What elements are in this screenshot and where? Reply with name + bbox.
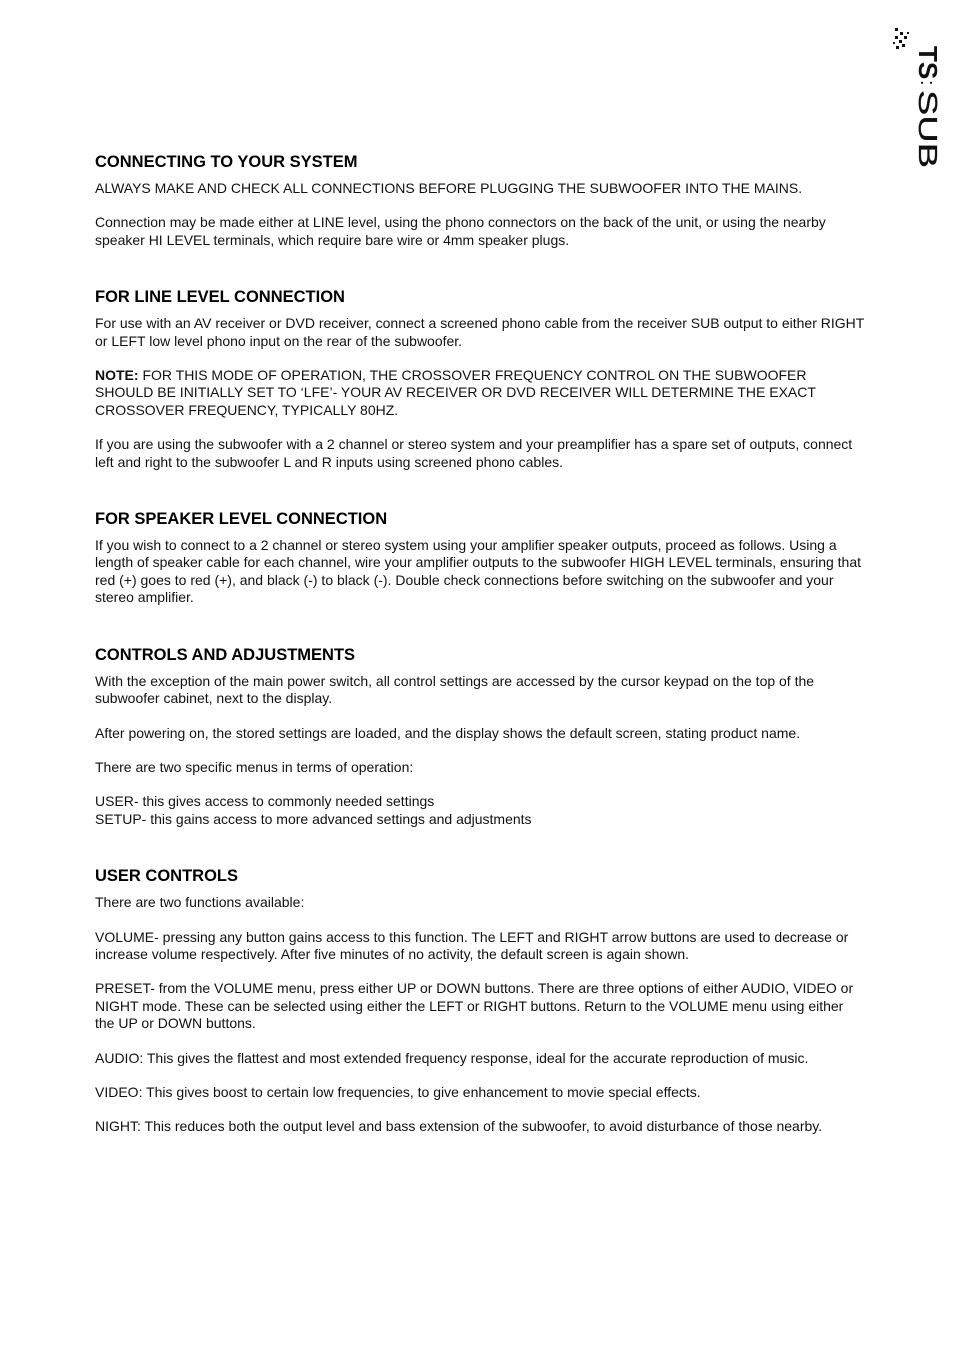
paragraph: NIGHT: This reduces both the output level and bass extension of the subwoofer, to avoid disturbance of those nearby. xyxy=(95,1118,823,1135)
section-heading: CONTROLS AND ADJUSTMENTS xyxy=(95,645,356,664)
section-heading: FOR SPEAKER LEVEL CONNECTION xyxy=(95,510,388,529)
paragraph: There are two functions available: xyxy=(95,894,305,911)
paragraph: For use with an AV receiver or DVD receiver, connect a screened phono cable from the receiver SUB output to either RIGHT or LEFT low level phono input on the rear of the subwoofer. xyxy=(95,315,865,349)
note-text: FOR THIS MODE OF OPERATION, THE CROSSOVER FREQUENCY CONTROL ON THE SUBWOOFER SHOULD BE INITIALLY SET TO ‘LFE’- YOUR AV RECEIVER OR DVD RECEIVER WILL DETERMINE THE EXACT CROSSOVER FREQUENCY, TYPICALLY 80HZ. xyxy=(95,367,816,418)
section-heading: USER CONTROLS xyxy=(95,867,239,886)
paragraph: SETUP- this gains access to more advanced settings and adjustments xyxy=(95,810,532,827)
note-label: NOTE: xyxy=(95,367,139,384)
paragraph: If you wish to connect to a 2 channel or stereo system using your amplifier speaker outputs, proceed as follows. Using a length of speaker cable for each channel, wire your amplifier outputs to the subwoofer HIGH LEVEL terminals, ensuring that red (+) goes to red (+), and black (-) to black (-). Double check connections before switching on the subwoofer and your stereo amplifier. xyxy=(95,537,862,606)
section-user-controls xyxy=(95,866,865,1136)
paragraph: VOLUME- pressing any button gains access to this function. The LEFT and RIGHT arrow buttons are used to decrease or increase volume respectively. After five minutes of no activity, the default screen is again shown. xyxy=(95,928,849,962)
logo-brand-text: TS xyxy=(913,46,943,80)
section-controls xyxy=(95,645,865,828)
ts-sub-logo-icon xyxy=(891,26,943,172)
paragraph: Connection may be made either at LINE level, using the phono connectors on the back of the unit, or using the nearby speaker HI LEVEL terminals, which require bare wire or 4mm speaker plugs. xyxy=(95,214,826,248)
paragraph: After powering on, the stored settings are loaded, and the display shows the default screen, stating product name. xyxy=(95,724,801,741)
paragraph: PRESET- from the VOLUME menu, press either UP or DOWN buttons. There are three options of either AUDIO, VIDEO or NIGHT mode. These can be selected using either the LEFT or RIGHT buttons. Return to the VOLUME menu using either the UP or DOWN buttons. xyxy=(95,980,854,1032)
paragraph: USER- this gives access to commonly needed settings xyxy=(95,793,435,810)
section-heading: CONNECTING TO YOUR SYSTEM xyxy=(95,153,358,171)
document-body xyxy=(95,152,865,1136)
logo-product-text: SUB xyxy=(913,90,943,144)
paragraph: ALWAYS MAKE AND CHECK ALL CONNECTIONS BEFORE PLUGGING THE SUBWOOFER INTO THE MAINS. xyxy=(95,180,803,196)
paragraph: If you are using the subwoofer with a 2 channel or stereo system and your preamplifier has a spare set of outputs, connect left and right to the subwoofer L and R inputs using screened phono cables. xyxy=(95,436,853,470)
paragraph: AUDIO: This gives the flattest and most extended frequency response, ideal for the accurate reproduction of music. xyxy=(95,1049,809,1066)
logo-separator-text: : xyxy=(916,80,938,86)
paragraph: With the exception of the main power switch, all control settings are accessed by the cursor keypad on the top of the subwoofer cabinet, next to the display. xyxy=(95,672,815,707)
paragraph: There are two specific menus in terms of operation: xyxy=(95,758,414,775)
section-heading: FOR LINE LEVEL CONNECTION xyxy=(95,288,345,307)
section-speaker-level xyxy=(95,509,865,607)
section-connecting xyxy=(95,152,865,249)
paragraph: VIDEO: This gives boost to certain low frequencies, to give enhancement to movie special effects. xyxy=(95,1083,701,1100)
section-line-level xyxy=(95,287,865,471)
note-paragraph xyxy=(95,367,865,419)
brand-logo xyxy=(891,26,943,172)
